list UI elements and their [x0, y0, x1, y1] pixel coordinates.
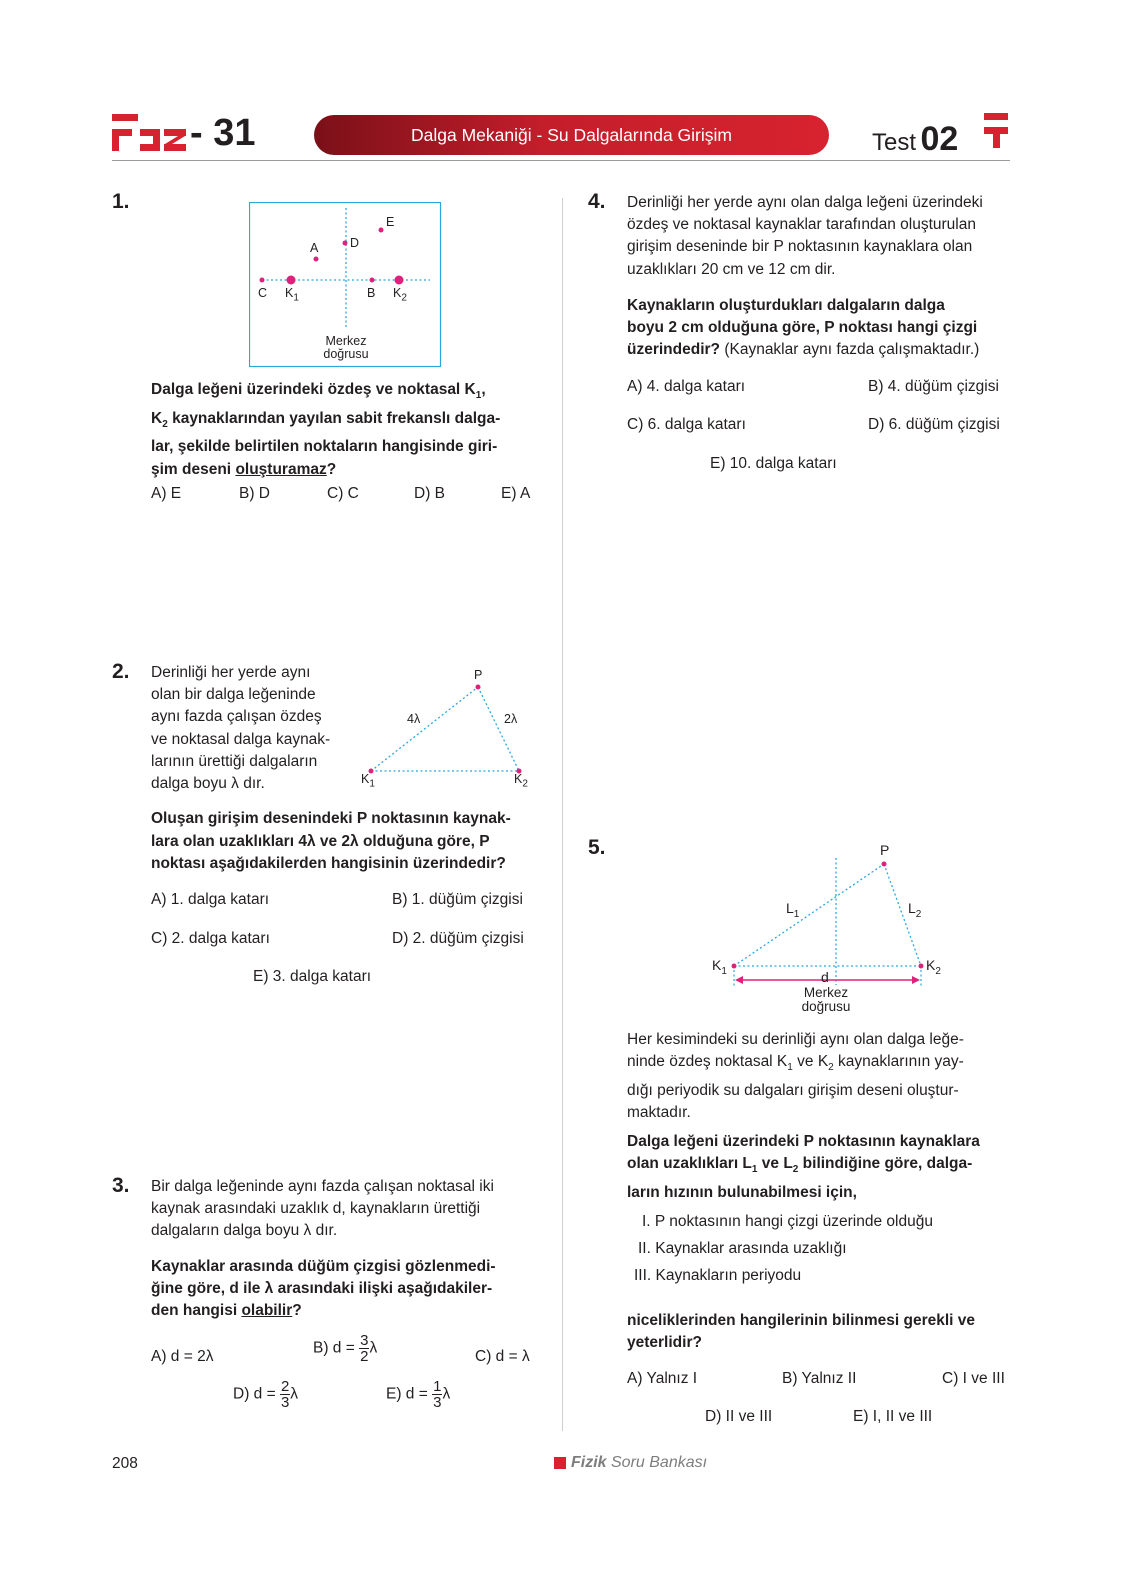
- q3-question: Kaynaklar arasında düğüm çizgisi gözlenmedi- ğine göre, d ile λ arasındaki ilişki aşağıdakiler- den hangisi olabilir?: [151, 1258, 496, 1320]
- q5-label-k1: $K_1$: [712, 957, 727, 977]
- q5-item-3: III. Kaynakların periyodu: [634, 1267, 802, 1284]
- q5-label-l1: $L_1$: [786, 900, 800, 920]
- q1-label-c: C: [258, 286, 268, 300]
- q1-label-k2: $K_2$: [393, 286, 407, 304]
- q1-option-d[interactable]: D) B: [414, 485, 445, 502]
- q1-point-a: [314, 257, 319, 262]
- q3-option-e[interactable]: E) d = $\frac{1}{3}$ λ: [386, 1378, 451, 1411]
- q1-center-line-label: Merkez doğrusu: [323, 334, 369, 361]
- q3-option-a[interactable]: A) d = 2λ: [151, 1348, 214, 1365]
- q4-option-e[interactable]: E) 10. dalga katarı: [710, 455, 837, 472]
- q3-option-b[interactable]: B) d = $\frac{3}{2}$ λ: [313, 1332, 378, 1365]
- header-title: Dalga Mekaniği - Su Dalgalarında Girişim: [411, 124, 732, 145]
- q4-question: Kaynakların oluşturdukları dalgaların dalga boyu 2 cm olduğuna göre, P noktası hangi çizgi üzerindedir? (Kaynaklar aynı fazda çalışmaktadır.): [627, 297, 980, 359]
- q5-option-b[interactable]: B) Yalnız II: [782, 1370, 857, 1387]
- q2-number: 2.: [112, 660, 130, 683]
- q5-option-e[interactable]: E) I, II ve III: [853, 1408, 933, 1425]
- test-label-group: [872, 120, 958, 159]
- q2-figure: [358, 666, 538, 796]
- q5-source-k1: [732, 964, 737, 969]
- q5-label-p: P: [880, 842, 890, 858]
- q2-point-p: [476, 685, 481, 690]
- test-number: 02: [920, 120, 959, 158]
- q2-label-k1: $K_1$: [361, 772, 375, 790]
- q4-option-d[interactable]: D) 6. düğüm çizgisi: [868, 416, 1000, 433]
- q5-point-p: [882, 862, 887, 867]
- q5-option-a[interactable]: A) Yalnız I: [627, 1370, 698, 1387]
- q3-option-d[interactable]: D) d = $\frac{2}{3}$ λ: [233, 1378, 299, 1411]
- q2-intro: Derinliği her yerde aynı olan bir dalga leğeninde aynı fazda çalışan özdeş ve noktasal dalga kaynak- larının ürettiği dalgaların dalga boyu λ dır.: [151, 664, 331, 793]
- q4-option-b[interactable]: B) 4. düğüm çizgisi: [868, 378, 999, 395]
- q5-figure: [705, 840, 955, 1020]
- q2-option-c[interactable]: C) 2. dalga katarı: [151, 930, 270, 947]
- test-label: Test: [872, 129, 917, 156]
- q1-option-a[interactable]: A) E: [151, 485, 182, 502]
- q1-number: 1.: [112, 190, 130, 213]
- q5-label-k2: $K_2$: [926, 957, 941, 977]
- q1-label-b: B: [367, 286, 376, 300]
- q4-intro: Derinliği her yerde aynı olan dalga leğeni üzerindeki özdeş ve noktasal kaynaklar tarafından oluşturulan girişim deseninde bir P noktasının kaynaklara olan uzaklıkları 20 cm ve 12 cm dir.: [627, 194, 983, 278]
- q2-option-e[interactable]: E) 3. dalga katarı: [253, 968, 372, 985]
- q5-item-2: II. Kaynaklar arasında uzaklığı: [638, 1240, 847, 1257]
- q5-item-1: I. P noktasının hangi çizgi üzerinde olduğu: [642, 1213, 933, 1230]
- q2-label-p: P: [474, 668, 483, 682]
- q2-question: Oluşan girişim desenindeki P noktasının kaynak- lara olan uzaklıkları 4λ ve 2λ olduğuna göre, P noktası aşağıdakilerden hangisinin üzerindedir?: [151, 810, 511, 872]
- q5-label-l2: $L_2$: [908, 900, 922, 920]
- q1-point-d: [343, 241, 348, 246]
- q1-label-d: D: [350, 236, 360, 250]
- q1-label-k1: $K_1$: [285, 286, 299, 304]
- header-rule: [112, 160, 1010, 161]
- test-logo-icon: [984, 113, 1010, 153]
- q4-option-c[interactable]: C) 6. dalga katarı: [627, 416, 746, 433]
- q4-number: 4.: [588, 190, 606, 213]
- q3-option-c[interactable]: C) d = λ: [475, 1348, 530, 1365]
- q1-point-e: [379, 228, 384, 233]
- header-logo: [112, 114, 192, 152]
- footer-book-title: Fizik Soru Bankası: [571, 1454, 708, 1471]
- q5-option-c[interactable]: C) I ve III: [942, 1370, 1005, 1387]
- q2-label-left: 4λ: [407, 712, 421, 726]
- q1-source-k2: [395, 276, 404, 285]
- q2-option-b[interactable]: B) 1. düğüm çizgisi: [392, 891, 523, 908]
- footer-square-icon: [554, 1457, 566, 1469]
- q1-question: Dalga leğeni üzerindeki özdeş ve noktasal $K_1$, $K_2$ kaynaklarından yayılan sabit frekanslı dalga- lar, şekilde belirtilen noktaların hangisinde giri- şim deseni oluşturamaz?: [151, 381, 501, 478]
- q5-question: Dalga leğeni üzerindeki P noktasının kaynaklara olan uzaklıkları $L_1$ ve $L_2$ bilindiğine göre, dalga- ların hızının bulunabilmesi için,: [627, 1133, 980, 1201]
- q3-number: 3.: [112, 1174, 130, 1197]
- q5-label-d: d: [821, 969, 829, 985]
- q5-source-k2: [919, 964, 924, 969]
- q1-point-b: [370, 278, 375, 283]
- q2-option-a[interactable]: A) 1. dalga katarı: [151, 891, 270, 908]
- q1-option-e[interactable]: E) A: [501, 485, 531, 502]
- q5-question-2: niceliklerinden hangilerinin bilinmesi gerekli ve yeterlidir?: [627, 1312, 976, 1352]
- page-number: 208: [112, 1455, 138, 1472]
- q3-intro: Bir dalga leğeninde aynı fazda çalışan noktasal iki kaynak arasındaki uzaklık d, kaynakların ürettiği dalgaların dalga boyu λ dır.: [151, 1178, 494, 1240]
- q2-option-d[interactable]: D) 2. düğüm çizgisi: [392, 930, 524, 947]
- q1-point-c: [260, 278, 265, 283]
- q1-option-b[interactable]: B) D: [239, 485, 270, 502]
- q5-center-line-label: Merkez doğrusu: [801, 985, 851, 1014]
- q4-option-a[interactable]: A) 4. dalga katarı: [627, 378, 746, 395]
- q5-intro: Her kesimindeki su derinliği aynı olan dalga leğe- ninde özdeş noktasal $K_1$ ve $K_2$ kaynaklarının yay- dığı periyodik su dalgaları girişim deseni oluştur- maktadır.: [627, 1031, 964, 1121]
- column-divider: [562, 198, 563, 1431]
- header-title-bar: [314, 115, 829, 155]
- header-issue: - 31: [190, 112, 256, 154]
- q1-option-c[interactable]: C) C: [327, 485, 359, 502]
- q1-figure: [249, 202, 442, 368]
- q5-option-d[interactable]: D) II ve III: [705, 1408, 773, 1425]
- q1-label-a: A: [310, 241, 319, 255]
- q1-source-k1: [287, 276, 296, 285]
- q2-label-right: 2λ: [504, 712, 518, 726]
- q2-label-k2: $K_2$: [514, 772, 528, 790]
- q5-number: 5.: [588, 836, 606, 859]
- q1-label-e: E: [386, 215, 395, 229]
